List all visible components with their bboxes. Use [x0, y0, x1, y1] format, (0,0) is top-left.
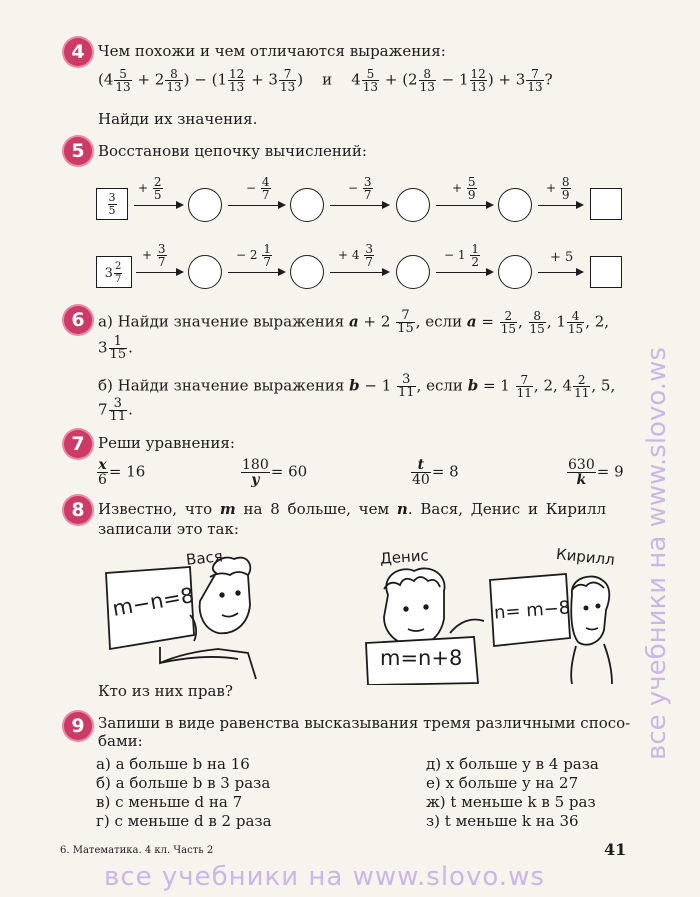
ex7-equation-4: $\frac{630}{k}$ = 9: [568, 457, 624, 488]
page-number: 41: [604, 840, 627, 859]
chain2-arrow-1: [136, 272, 182, 273]
chain1-arrow-2: [228, 205, 284, 206]
ex9-item-e: е) x больше y на 27: [426, 774, 579, 792]
chain2-op-3: + 4 $\frac{3}{7}$: [338, 242, 373, 269]
ex9-question-line1: Запиши в виде равенства высказывания тремя различными спосо-: [98, 714, 631, 732]
chain1-op-5: + $\frac{8}{9}$: [546, 175, 570, 202]
chain2-arrow-4: [436, 272, 492, 273]
chain2-arrow-5: [538, 272, 582, 273]
exercise-number-9: 9: [64, 712, 92, 740]
ex7-equation-1: $\frac{x}{6}$ = 16: [98, 457, 146, 488]
chain1-op-2: − $\frac{4}{7}$: [246, 175, 270, 202]
chain2-circle-4: [498, 255, 532, 289]
chain2-op-1: + $\frac{3}{7}$: [142, 242, 166, 269]
ex8-question: Кто из них прав?: [98, 682, 233, 700]
ex9-item-zh: ж) t меньше k в 5 раз: [426, 793, 596, 811]
ex5-question: Восстанови цепочку вычислений:: [98, 142, 367, 160]
ex9-item-z: з) t меньше k на 36: [426, 812, 579, 830]
chain2-circle-3: [396, 255, 430, 289]
chain1-op-1: + $\frac{2}{5}$: [138, 175, 162, 202]
ex9-item-d: д) x больше y в 4 раза: [426, 755, 599, 773]
ex9-item-g: г) c меньше d в 2 раза: [96, 812, 272, 830]
exercise-number-8: 8: [64, 496, 92, 524]
ex4-expressions: (4 $\frac{5}{13}$ + 2 $\frac{8}{13}$ ) − (1 $\frac{12}{13}$ + 3 $\frac{7}{13}$ ) и 4 $\frac{5}{13}$ + (2 $\frac{8}{13}$ − 1 $\frac{12}{13}$ ) + 3 $\frac{7}{13}$ ?: [98, 67, 553, 94]
vasya-card-text: m−n=8: [110, 583, 196, 621]
chain1-op-4: + $\frac{5}{9}$: [452, 175, 476, 202]
kirill-card-text: n= m−8: [493, 597, 571, 624]
chain1-arrow-4: [436, 205, 492, 206]
chain1-circle-2: [290, 188, 324, 222]
chain1-circle-4: [498, 188, 532, 222]
kirill-illustration: [486, 570, 616, 685]
chain2-op-2: − 2 $\frac{1}{7}$: [236, 242, 271, 269]
exercise-number-4: 4: [64, 38, 92, 66]
watermark-side: все учебники на www.slovo.ws: [642, 347, 672, 760]
ex6-a-line2: 3 $\frac{1}{15}$ .: [98, 334, 133, 362]
ex6-b-line1: б) Найди значение выражения b − 1 $\frac{3}{11}$ , если b = 1 $\frac{7}{11}$ , 2, 4 $\frac{2}{11}$ , 5,: [98, 372, 616, 400]
chain1-arrow-3: [330, 205, 388, 206]
chain2-circle-1: [188, 255, 222, 289]
exercise-number-6: 6: [64, 306, 92, 334]
chain1-arrow-5: [538, 205, 582, 206]
ex4-task: Найди их значения.: [98, 110, 258, 128]
denis-name: Денис: [379, 546, 430, 568]
chain2-end-box: [590, 256, 622, 288]
ex9-item-b: б) a больше b в 3 раза: [96, 774, 271, 792]
chain1-end-box: [590, 188, 622, 220]
chain1-start-box: $\frac{3}{5}$: [96, 188, 128, 220]
chain2-circle-2: [290, 255, 324, 289]
chain2-arrow-3: [330, 272, 388, 273]
watermark-bottom: все учебники на www.slovo.ws: [104, 862, 545, 892]
ex8-line2: записали это так:: [98, 520, 239, 538]
vasya-name: Вася: [185, 547, 224, 569]
kirill-name: Кирилл: [555, 544, 616, 570]
chain1-op-3: − $\frac{3}{7}$: [348, 175, 372, 202]
ex4-question: Чем похожи и чем отличаются выражения:: [98, 42, 446, 60]
chain2-arrow-2: [228, 272, 284, 273]
exercise-number-5: 5: [64, 137, 92, 165]
ex8-line1: Известно, что m на 8 больше, чем n. Вася, Денис и Кирилл: [98, 500, 606, 518]
ex9-item-v: в) c меньше d на 7: [96, 793, 243, 811]
chain2-op-5: + 5: [550, 250, 574, 265]
ex6-b-line2: 7 $\frac{3}{11}$ .: [98, 396, 133, 424]
chain1-arrow-1: [134, 205, 182, 206]
exercise-number-7: 7: [64, 430, 92, 458]
ex7-question: Реши уравнения:: [98, 434, 235, 452]
chain1-circle-3: [396, 188, 430, 222]
footer-book-title: 6. Математика. 4 кл. Часть 2: [60, 845, 214, 856]
ex7-equation-2: $\frac{180}{y}$ = 60: [242, 457, 308, 488]
chain1-circle-1: [188, 188, 222, 222]
ex9-question-line2: бами:: [98, 732, 143, 750]
ex9-item-a: а) a больше b на 16: [96, 755, 250, 773]
ex6-a-line1: а) Найди значение выражения a + 2 $\frac{7}{15}$ , если a = $\frac{2}{15}$ , $\frac{8}{15}$ , 1 $\frac{4}{15}$ , 2,: [98, 308, 610, 336]
chain2-op-4: − 1 $\frac{1}{2}$: [444, 242, 479, 269]
ex7-equation-3: $\frac{t}{40}$ = 8: [412, 457, 459, 488]
chain2-start-box: 3 $\frac{2}{7}$: [96, 256, 132, 288]
denis-card-text: m=n+8: [380, 646, 463, 670]
